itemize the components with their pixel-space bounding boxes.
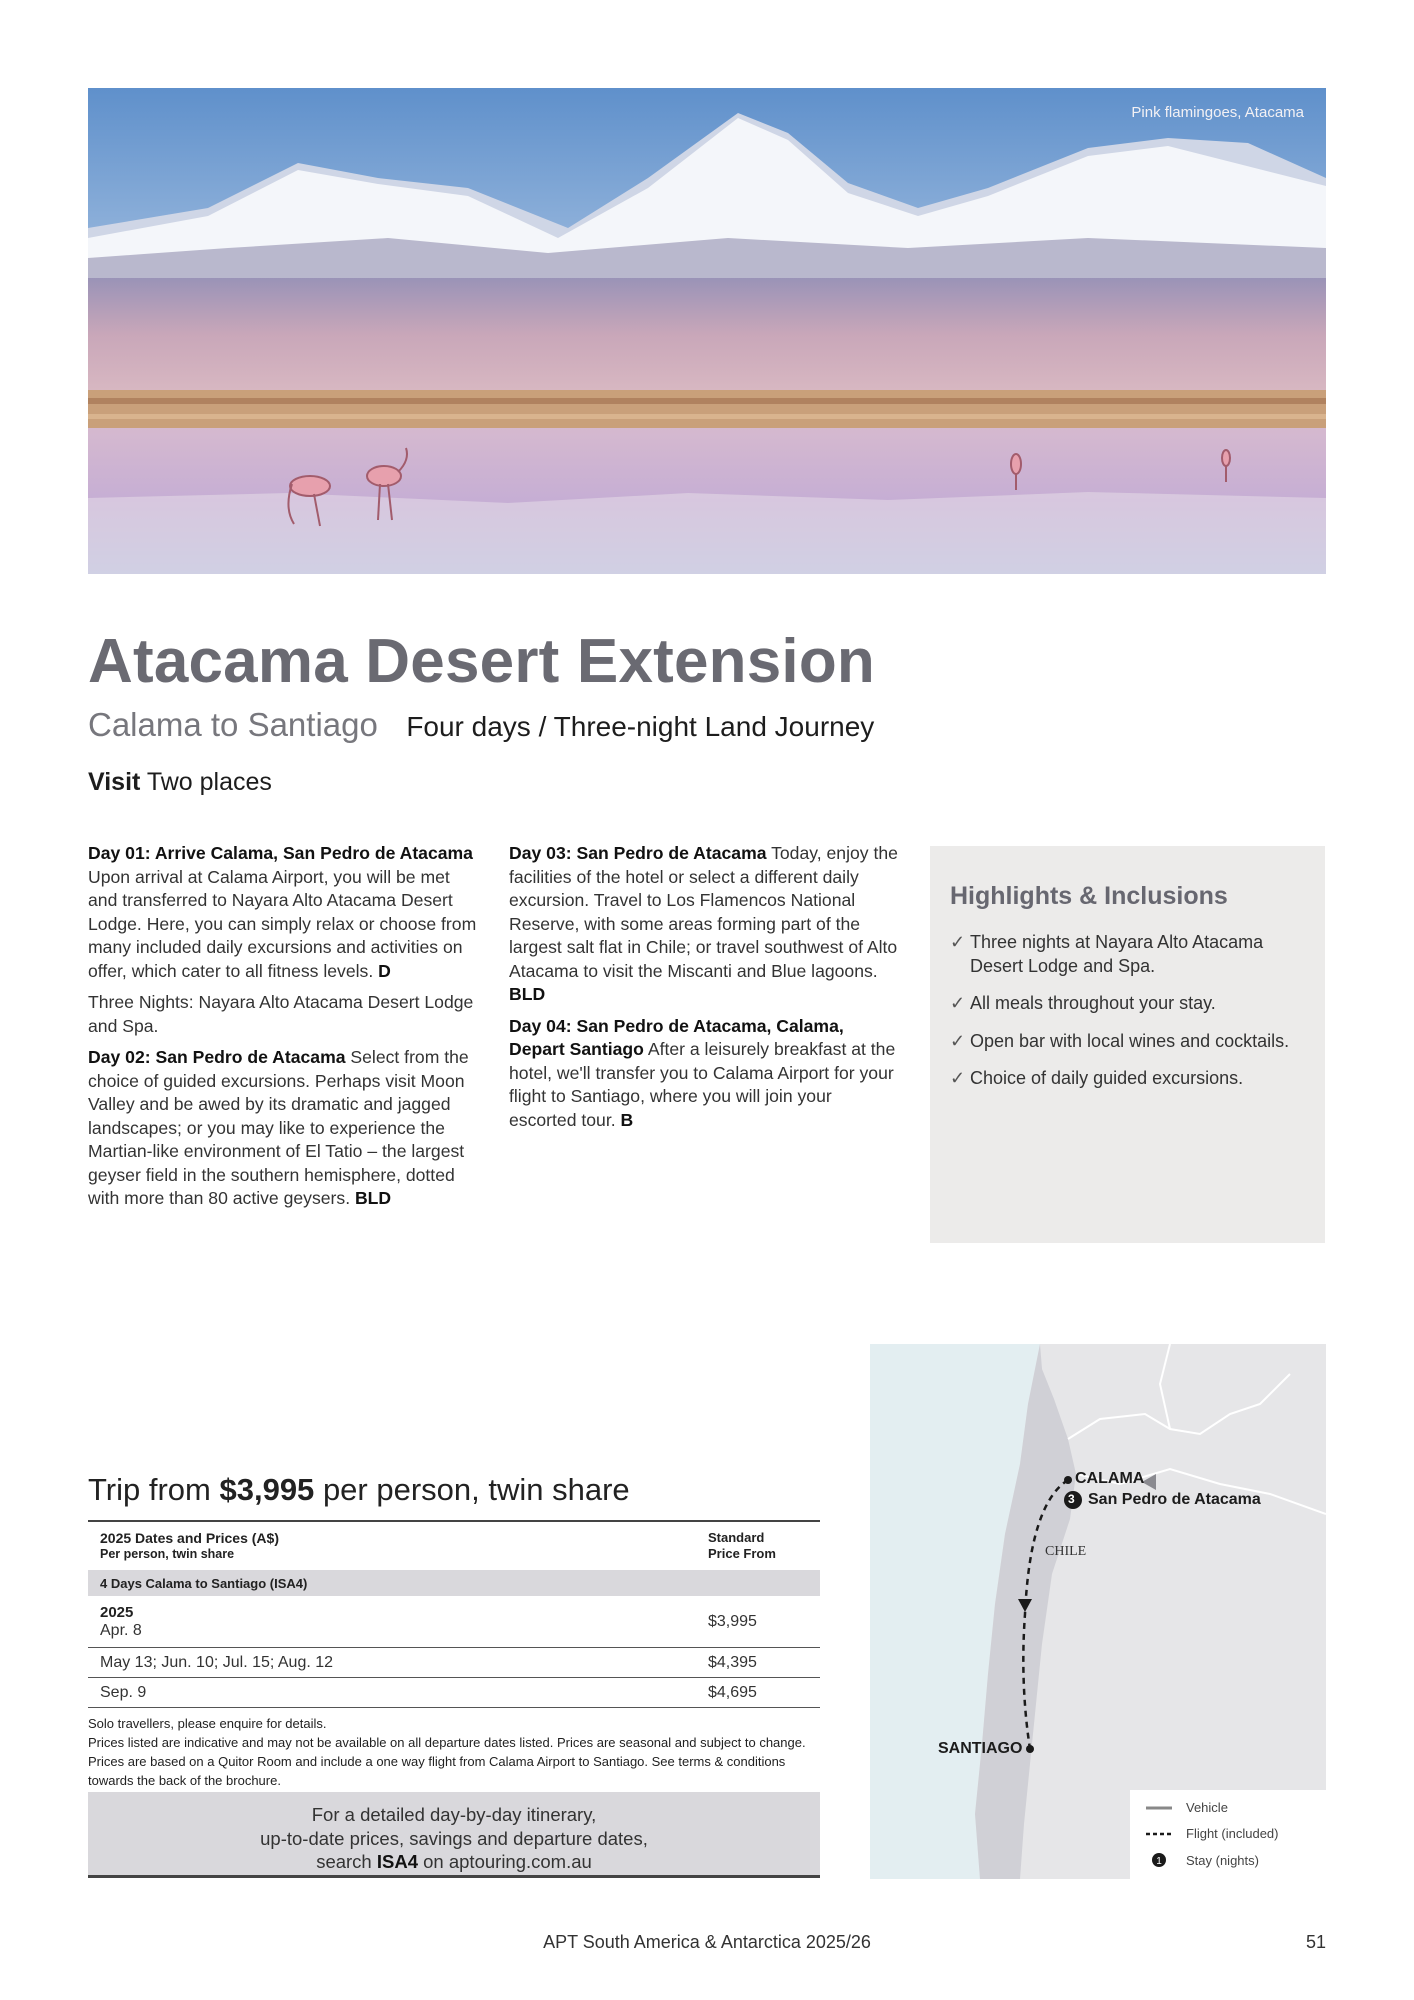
route-label: Calama to Santiago bbox=[88, 706, 378, 743]
svg-text:1: 1 bbox=[1156, 1856, 1162, 1867]
subtitle-row bbox=[88, 706, 874, 744]
san-pedro-label: San Pedro de Atacama bbox=[1088, 1491, 1261, 1508]
table-band: 4 Days Calama to Santiago (ISA4) bbox=[88, 1570, 820, 1596]
calama-dot bbox=[1064, 1476, 1072, 1484]
day-4-meals: B bbox=[620, 1109, 634, 1130]
footer-publication: APT South America & Antarctica 2025/26 bbox=[543, 1932, 871, 1952]
legend-flight: Flight (included) bbox=[1186, 1826, 1279, 1841]
day-2-meals: BLD bbox=[354, 1188, 392, 1208]
day-2 bbox=[88, 1046, 483, 1211]
highlight-item bbox=[950, 931, 1305, 978]
year-label: 2025 bbox=[100, 1603, 134, 1621]
page-number: 51 bbox=[1305, 1932, 1326, 1952]
stay-note: Three Nights: Nayara Alto Atacama Desert Lodge and Spa. bbox=[88, 992, 474, 1036]
highlight-text: Three nights at Nayara Alto Atacama Desert Lodge and Spa. bbox=[970, 932, 1264, 976]
price-table bbox=[88, 1520, 820, 1708]
day-4-title: Day 04: San Pedro de Atacama, Calama, Depart Santiago bbox=[509, 1015, 844, 1059]
map-legend bbox=[1130, 1790, 1326, 1879]
country-label: CHILE bbox=[1045, 1544, 1087, 1559]
stay-legend-icon bbox=[1144, 1852, 1174, 1868]
day-1-title: Day 01: Arrive Calama, San Pedro de Atacama bbox=[88, 843, 473, 863]
highlight-text: Open bar with local wines and cocktails. bbox=[970, 1030, 1290, 1051]
itinerary-column-1 bbox=[88, 842, 483, 1219]
table-row bbox=[88, 1648, 820, 1677]
legend-vehicle: Vehicle bbox=[1186, 1800, 1228, 1815]
row-price: $3,995 bbox=[708, 1612, 757, 1630]
highlight-item bbox=[950, 1067, 1305, 1091]
day-3 bbox=[509, 842, 904, 1007]
highlight-text: Choice of daily guided excursions. bbox=[970, 1068, 1244, 1088]
check-icon: ✓ bbox=[950, 1068, 966, 1088]
highlight-item bbox=[950, 1030, 1305, 1054]
table-title: 2025 Dates and Prices (A$) bbox=[100, 1530, 279, 1546]
hero-photo bbox=[88, 88, 1326, 574]
day-4 bbox=[509, 1015, 904, 1133]
row-dates: May 13; Jun. 10; Jul. 15; Aug. 12 bbox=[100, 1653, 334, 1671]
day-1-text: Upon arrival at Calama Airport, you will be met and transferred to Nayara Alto Atacama Desert Lodge. Here, you can simply relax or choose from many included daily excursions and activities on offer, which cater to all fitness levels. bbox=[88, 866, 477, 981]
day-3-title: Day 03: San Pedro de Atacama bbox=[509, 843, 767, 863]
highlight-text: All meals throughout your stay. bbox=[970, 993, 1216, 1013]
day-1-meals: D bbox=[378, 960, 391, 981]
trip-price: $3,995 bbox=[219, 1472, 315, 1507]
flight-legend-icon bbox=[1144, 1829, 1174, 1839]
cta-line-1: For a detailed day-by-day itinerary, bbox=[311, 1804, 597, 1825]
table-header bbox=[88, 1522, 820, 1570]
visit-value: Two places bbox=[146, 768, 272, 796]
row-dates: Sep. 9 bbox=[100, 1683, 147, 1701]
cta-line-3 bbox=[88, 1850, 820, 1874]
check-icon: ✓ bbox=[950, 932, 966, 952]
table-row bbox=[88, 1596, 820, 1647]
table-subtitle: Per person, twin share bbox=[100, 1547, 235, 1561]
cta-code: ISA4 bbox=[376, 1851, 418, 1872]
trip-suffix: per person, twin share bbox=[322, 1472, 630, 1507]
santiago-dot bbox=[1026, 1745, 1034, 1753]
trip-price-heading bbox=[88, 1472, 630, 1508]
duration-label: Four days / Three-night Land Journey bbox=[406, 711, 875, 742]
terms-note: Prices listed are indicative and may not be available on all departure dates listed. Prices are seasonal and subject to change. Prices are based on a Quitor Room and include a one way flight from Calama Airport to Santiago. See terms & conditions towards the back of the brochure. bbox=[88, 1735, 806, 1788]
route-map bbox=[870, 1344, 1326, 1879]
day-3-text: Today, enjoy the facilities of the hotel or select a different daily excursion. Travel to Los Flamencos National Reserve, with some areas forming part of the largest salt flat in Chile; or travel southwest of Alto Atacama to visit the Miscanti and Blue lagoons. bbox=[509, 843, 898, 981]
check-icon: ✓ bbox=[950, 993, 966, 1013]
vehicle-legend-icon bbox=[1144, 1803, 1174, 1813]
day-3-meals: BLD bbox=[509, 984, 546, 1004]
highlights-box bbox=[930, 846, 1325, 1243]
row-dates: Apr. 8 bbox=[100, 1621, 142, 1639]
santiago-label: SANTIAGO bbox=[938, 1740, 1023, 1757]
cta-search: search bbox=[316, 1851, 372, 1872]
solo-note: Solo travellers, please enquire for details. bbox=[88, 1716, 327, 1731]
itinerary-callout bbox=[88, 1792, 820, 1878]
table-row bbox=[88, 1678, 820, 1707]
page-title: Atacama Desert Extension bbox=[88, 627, 876, 696]
calama-label: CALAMA bbox=[1075, 1470, 1145, 1487]
row-price: $4,695 bbox=[708, 1683, 757, 1701]
highlight-item bbox=[950, 992, 1305, 1016]
flamingo-lagoon-image bbox=[88, 88, 1326, 574]
itinerary-column-2 bbox=[509, 842, 904, 1140]
cta-line-2: up-to-date prices, savings and departure dates, bbox=[260, 1827, 648, 1849]
check-icon: ✓ bbox=[950, 1030, 966, 1051]
photo-caption: Pink flamingoes, Atacama bbox=[1131, 104, 1304, 121]
day-4-text: After a leisurely breakfast at the hotel, we'll transfer you to Calama Airport for your flight to Santiago, where you will join your escorted tour. bbox=[509, 1039, 896, 1130]
highlights-title: Highlights & Inclusions bbox=[950, 882, 1228, 910]
legend-stay: Stay (nights) bbox=[1186, 1852, 1259, 1868]
row-price: $4,395 bbox=[708, 1653, 757, 1671]
day-2-text: Select from the choice of guided excursions. Perhaps visit Moon Valley and be awed by its dramatic and jagged landscapes; or you may like to experience the Martian-like environment of El Tatio – the largest geyser field in the southern hemisphere, dotted with more than 80 active geysers. bbox=[88, 1047, 469, 1208]
col-standard-2: Price From bbox=[708, 1546, 776, 1561]
cta-site-link[interactable]: on aptouring.com.au bbox=[423, 1851, 592, 1872]
day-1 bbox=[88, 842, 483, 983]
trip-prefix: Trip from bbox=[88, 1472, 211, 1507]
price-notes bbox=[88, 1714, 820, 1790]
stay-number: 3 bbox=[1068, 1492, 1075, 1506]
visit-summary bbox=[88, 768, 272, 797]
day-2-title: Day 02: San Pedro de Atacama bbox=[88, 1047, 346, 1067]
visit-label: Visit bbox=[88, 768, 141, 796]
col-standard-1: Standard bbox=[708, 1530, 765, 1545]
